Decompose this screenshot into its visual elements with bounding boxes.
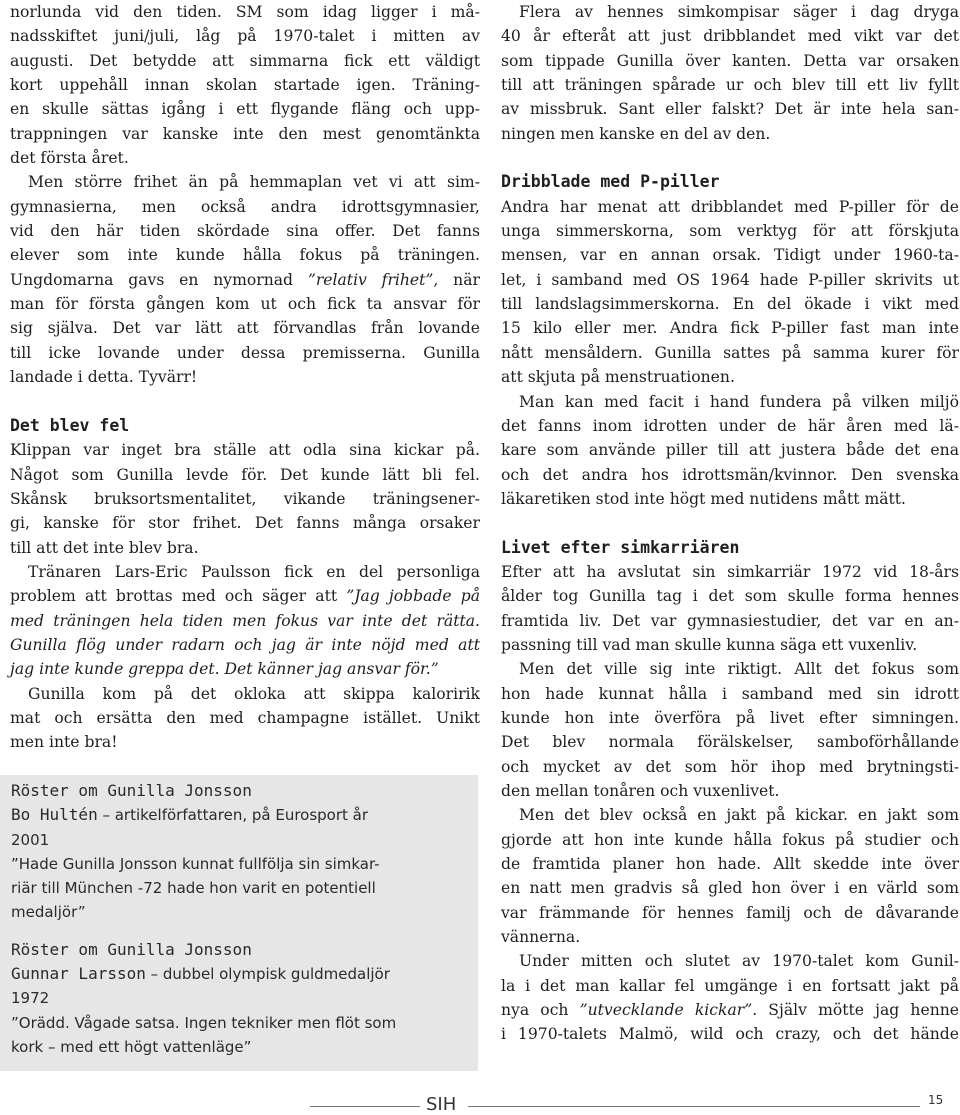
- text-line: till landslagsimmerskorna. En del ökade i vikt med: [501, 295, 959, 314]
- text-line: mat och ersätta den med champagne istället. Unikt: [10, 708, 480, 727]
- text-line: vid den här tiden skördade sina offer. Det fanns: [10, 222, 480, 241]
- text-line: framtida liv. Det var gymnasiestudier, det var en an-: [501, 611, 959, 630]
- quote-text: ”Orädd. Vågade satsa. Ingen tekniker men flöt som: [11, 1013, 397, 1032]
- quote-text: riär till München -72 hade hon varit en potentiell: [11, 879, 376, 898]
- text-line: Skånsk bruksortsmentalitet, vikande träningsener-: [10, 489, 480, 508]
- section-heading: Livet efter simkarriären: [501, 537, 740, 557]
- text-line: som tippade Gunilla över kanten. Detta var orsaken: [501, 51, 959, 70]
- quote-text: ”Hade Gunilla Jonsson kunnat fullfölja sin simkar-: [11, 854, 380, 873]
- text-line: Flera av hennes simkompisar säger i dag dryga: [519, 3, 959, 21]
- left-column: [10, 0, 480, 755]
- emphasis: ”Jag jobbade på: [346, 587, 481, 606]
- quote-name: Bo Hultén: [11, 805, 98, 825]
- text-line: av missbruk. Sant eller falskt? Det är inte hela san-: [501, 100, 959, 119]
- text-line: nått mensåldern. Gunilla sattes på samma kurer för: [501, 343, 959, 362]
- text-line: och det andra hos idrottsmän/kvinnor. Den svenska: [501, 465, 959, 484]
- quote-attribution: [0, 962, 478, 986]
- text-line: Andra har menat att dribblandet med P-piller för de: [501, 197, 959, 216]
- text-line: och mycket av det som hör ihop med brytningsti-: [501, 757, 959, 776]
- paragraph: [10, 560, 480, 682]
- text-line: sig själva. Det var lätt att förvandlas från lovande: [10, 319, 480, 338]
- quote-box: [0, 775, 478, 1071]
- text-line: Men det ville sig inte riktigt. Allt det fokus som: [519, 660, 959, 679]
- text-line: Gunilla kom på det okloka att skippa kaloririk: [28, 684, 480, 703]
- section-heading: Det blev fel: [10, 415, 130, 435]
- text-line: men inte bra!: [10, 733, 118, 752]
- paragraph: [501, 195, 959, 390]
- text-line: Efter att ha avslutat sin simkarriär 1972 vid 18-års: [501, 562, 959, 581]
- text-line: gi, kanske för stor frihet. Det fanns många orsaker: [10, 514, 480, 533]
- quote-heading: Röster om Gunilla Jonsson: [11, 781, 252, 800]
- text-line: [10, 268, 480, 292]
- text-line: till att träningen spårade ur och blev till ett liv fyllt: [501, 76, 959, 95]
- paragraph: [10, 438, 480, 560]
- paragraph: [501, 949, 959, 1046]
- text-line: landade i detta. Tyvärr!: [10, 368, 198, 387]
- text-run: Ungdomarna gavs en nymornad: [10, 270, 308, 289]
- text-line: kort uppehåll innan skolan startade igen. Träning-: [10, 76, 480, 95]
- text-line: gjorde att hon inte kunde hålla fokus på studier och: [501, 830, 959, 849]
- text-run: problem att brottas med och säger att: [10, 587, 347, 606]
- paragraph: [501, 0, 959, 146]
- text-line: [501, 998, 959, 1022]
- text-line: norlunda vid den tiden. SM som idag ligger i må-: [10, 3, 480, 21]
- paragraph: [10, 682, 480, 755]
- text-line: Tränaren Lars-Eric Paulsson fick en del personliga: [28, 562, 480, 581]
- text-line: hon hade kunnat hålla i samband med sin idrott: [501, 684, 959, 703]
- text-line: Men det blev också en jakt på kickar. en jakt som: [519, 806, 959, 825]
- text-line: passning till vad man skulle kunna säga ett vuxenliv.: [501, 635, 918, 654]
- section-heading: Dribblade med P-piller: [501, 172, 720, 192]
- footer-rule: [310, 1106, 420, 1107]
- text-line: ålder tog Gunilla tag i det som skulle forma hennes: [501, 587, 959, 606]
- text-line: det första året.: [10, 149, 129, 168]
- text-run: . Själv mötte jag henne: [752, 1001, 960, 1020]
- text-line: ningen men kanske en del av den.: [501, 124, 771, 143]
- quote-heading: Röster om Gunilla Jonsson: [11, 939, 252, 959]
- emphasis: med träningen hela tiden men fokus var inte det rätta.: [10, 611, 480, 630]
- text-line: kare som använde piller till att justera både det ena: [501, 441, 959, 460]
- text-line: de framtida planer hon hade. Allt skedde inte över: [501, 855, 959, 874]
- text-line: till att det inte blev bra.: [10, 538, 199, 557]
- paragraph: [10, 0, 480, 170]
- quote-name: Gunnar Larsson: [11, 964, 146, 984]
- text-line: unga simmerskorna, som verktyg för att förskjuta: [501, 222, 959, 241]
- text-line: Man kan med facit i hand fundera på vilken miljö: [519, 392, 959, 411]
- text-line: gymnasierna, men också andra idrottsgymnasier,: [10, 197, 480, 216]
- quote-text: kork – med ett högt vattenläge”: [11, 1037, 252, 1056]
- emphasis: ”relativ frihet”: [307, 270, 434, 289]
- paragraph: [501, 803, 959, 949]
- paragraph: [501, 657, 959, 803]
- footer-rule: [468, 1106, 920, 1107]
- text-line: Något som Gunilla levde för. Det kunde lätt bli fel.: [10, 465, 480, 484]
- quote-year: 1972: [11, 989, 50, 1008]
- text-run: nya och: [501, 1001, 580, 1020]
- text-line: augusti. Det betydde att simmarna fick ett väldigt: [10, 51, 480, 70]
- paragraph: [501, 390, 959, 512]
- text-line: [10, 657, 480, 681]
- text-line: man för första gången kom ut och fick ta ansvar för: [10, 295, 480, 314]
- text-line: [10, 633, 480, 657]
- text-line: elever som inte kunde hålla fokus på träningen.: [10, 246, 480, 265]
- text-line: den mellan tonåren och vuxenlivet.: [501, 782, 780, 800]
- text-line: Det blev normala förälskelser, samboförhållande: [501, 733, 959, 752]
- text-line: till icke lovande under dessa premisserna. Gunilla: [10, 343, 480, 362]
- text-line: Klippan var inget bra ställe att odla sina kickar på.: [10, 441, 480, 460]
- text-line: 15 kilo eller mer. Andra fick P-piller fast man inte: [501, 319, 959, 338]
- paragraph: [10, 170, 480, 389]
- text-line: att skjuta på menstruationen.: [501, 368, 735, 387]
- right-column: [501, 0, 959, 1047]
- page-footer: [0, 1084, 960, 1114]
- emphasis: ”utvecklande kickar”: [579, 1001, 753, 1020]
- text-line: Under mitten och slutet av 1970-talet kom Gunil-: [519, 952, 959, 971]
- text-line: 40 år efteråt att just dribblandet med vikt var det: [501, 27, 959, 46]
- text-line: trappningen var kanske inte den mest genomtänkta: [10, 124, 480, 143]
- quote-attribution: [0, 803, 478, 827]
- text-line: var främmande för hennes familj och de dåvarande: [501, 903, 959, 922]
- text-line: [10, 584, 480, 608]
- text-line: let, i samband med OS 1964 hade P-piller skrivits ut: [501, 270, 959, 289]
- text-line: det fanns inom idrotten under de här åren med lä-: [501, 416, 959, 435]
- quote-role: – artikelförfattaren, på Eurosport år: [97, 806, 369, 825]
- text-run: , när: [433, 270, 480, 289]
- text-line: läkaretiken stod inte högt med nutidens mått mätt.: [501, 489, 907, 508]
- text-line: i 1970-talets Malmö, wild och crazy, och det hände: [501, 1025, 959, 1044]
- quote-role: – dubbel olympisk guldmedaljör: [145, 965, 390, 984]
- text-line: kunde hon inte överföra på livet efter simningen.: [501, 708, 959, 727]
- text-line: la i det man kallar fel umgänge i en fortsatt jakt på: [501, 976, 959, 995]
- text-line: en natt men gradvis så gled hon över i en värld som: [501, 879, 959, 898]
- text-line: en skulle sättas igång i ett flygande fläng och upp-: [10, 100, 480, 119]
- text-line: nadsskiftet juni/juli, låg på 1970-talet i mitten av: [10, 27, 480, 46]
- text-line: Men större frihet än på hemmaplan vet vi att sim-: [28, 173, 480, 192]
- paragraph: [501, 560, 959, 657]
- emphasis: Gunilla flög under radarn och jag är inte nöjd med att: [10, 635, 480, 654]
- publication-name: SIH: [426, 1094, 457, 1115]
- page-number: 15: [928, 1093, 944, 1107]
- quote-text: medaljör”: [11, 903, 86, 922]
- text-line: mensen, var en annan orsak. Tidigt under 1960-ta-: [501, 246, 959, 265]
- text-line: [10, 609, 480, 633]
- text-line: vännerna.: [501, 928, 581, 947]
- quote-year: 2001: [11, 830, 50, 849]
- emphasis: jag inte kunde greppa det. Det känner jag ansvar för.”: [10, 660, 439, 679]
